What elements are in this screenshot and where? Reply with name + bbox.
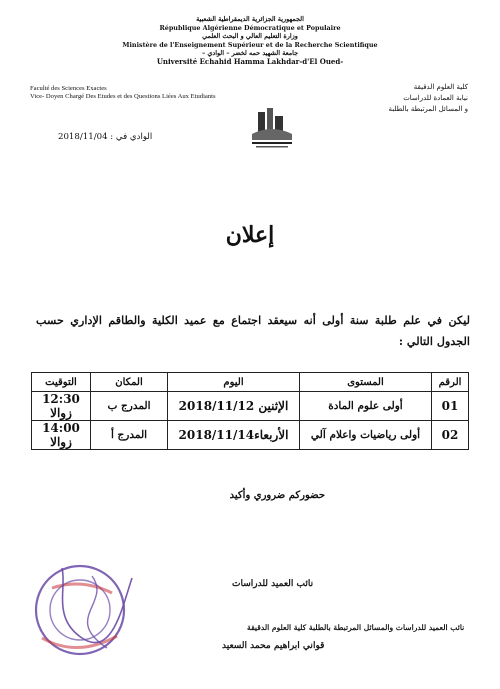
header-time: التوقيت — [32, 373, 91, 392]
row-time: 12:30 زوالا — [32, 392, 91, 421]
signature-title: نائب العميد للدراسات — [232, 579, 314, 589]
row-time: 14:00 زوالا — [32, 421, 91, 450]
header-french-republic: République Algérienne Démocratique et Populaire — [159, 23, 341, 32]
header-arabic-ministry: وزارة التعليم العالي و البحث العلمي — [202, 32, 298, 41]
announcement-intro: ليكن في علم طلبة سنة أولى أنه سيعقد اجتماع مع عميد الكلية والطاقم الإداري حسب الجدول التالي : — [36, 313, 470, 348]
university-logo — [248, 104, 296, 152]
faculty-arabic-block — [348, 82, 468, 115]
signature-scribble — [62, 568, 132, 643]
header-day: اليوم — [168, 373, 300, 392]
schedule-table — [31, 372, 469, 450]
row-place: المدرج ب — [91, 392, 168, 421]
faculty-name-fr: Faculté des Sciences Exactes — [30, 85, 107, 92]
header-place: المكان — [91, 373, 168, 392]
vice-dean-title-ar: نيابة العمادة للدراسات — [403, 94, 468, 102]
header-french-ministry: Ministère de l'Enseignement Supérieur et de la Recherche Scientifique — [122, 40, 378, 49]
header-block — [100, 15, 400, 67]
signature-office: نائب العميد للدراسات والمسائل المرتبطة بالطلبة كلية العلوم الدقيقة — [247, 623, 465, 632]
header-french-university: Université Echahid Hamma Lakhdar-d'El Oued- — [156, 56, 344, 66]
row-place: المدرج أ — [91, 421, 168, 450]
table-row — [32, 392, 469, 421]
row-level: أولى علوم المادة — [300, 392, 432, 421]
faculty-french-block — [30, 85, 245, 102]
vice-dean-subtitle-ar: و المسائل المرتبطة بالطلبة — [388, 105, 468, 113]
header-arabic-university: جامعة الشهيد حمه لخضر – الوادي – — [201, 49, 299, 58]
row-level: أولى رياضيات واعلام آلي — [300, 421, 432, 450]
header-arabic-republic: الجمهورية الجزائرية الديمقراطية الشعبية — [196, 15, 304, 23]
signature-name: قواني ابراهيم محمد السعيد — [222, 641, 325, 651]
official-stamp-signature — [22, 548, 465, 678]
row-day: الإثنين 2018/11/12 — [168, 392, 300, 421]
row-day: الأربعاء2018/11/14 — [168, 421, 300, 450]
table-row — [32, 421, 469, 450]
vice-dean-title-fr: Vice- Doyen Chargé Des Etudes et des Questions Liées Aux Etudiants — [30, 93, 216, 101]
faculty-name-ar: كلية العلوم الدقيقة — [413, 83, 468, 91]
header-level: المستوى — [300, 373, 432, 392]
closing-note: حضوركم ضروري وأكيد — [229, 490, 325, 501]
announcement-title: إعلان — [225, 222, 275, 248]
row-num: 01 — [432, 392, 469, 421]
document-date: الوادي في : 2018/11/04 — [58, 132, 153, 142]
header-num: الرقم — [432, 373, 469, 392]
row-num: 02 — [432, 421, 469, 450]
table-header-row — [32, 373, 469, 392]
